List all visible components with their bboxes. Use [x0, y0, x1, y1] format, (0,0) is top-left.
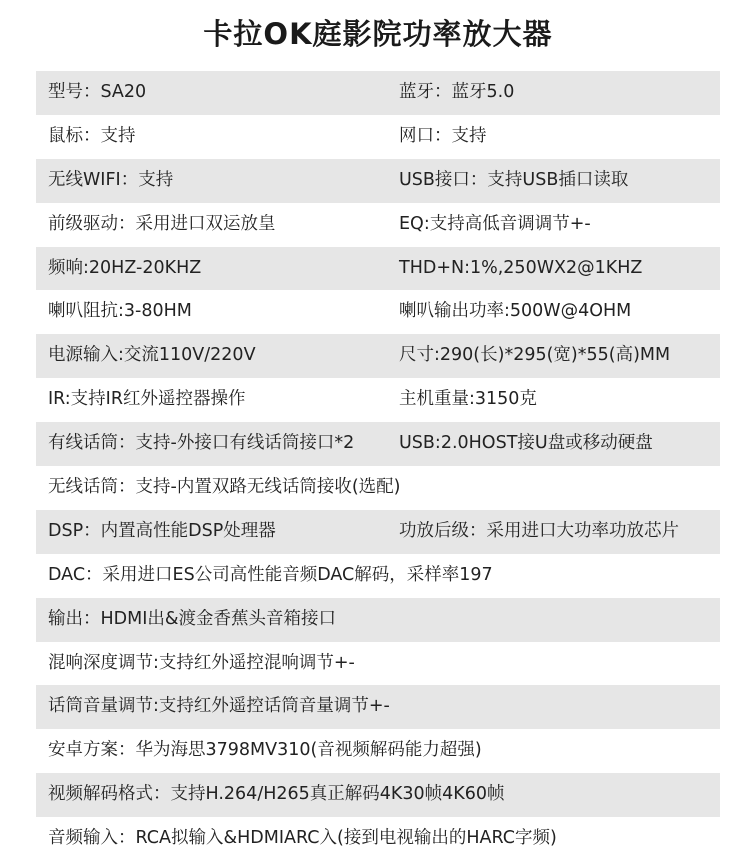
spec-row — [36, 71, 720, 115]
spec-row — [36, 159, 720, 203]
spec-row — [36, 773, 720, 817]
spec-row — [36, 247, 720, 291]
spec-network-port: 网口：支持 — [399, 125, 487, 146]
spec-bluetooth: 蓝牙：蓝牙5.0 — [399, 82, 515, 102]
spec-weight: 主机重量:3150克 — [399, 389, 537, 410]
spec-model: 型号：SA20 — [48, 82, 147, 102]
spec-row — [36, 334, 720, 378]
spec-mic-volume: 话筒音量调节:支持红外遥控话筒音量调节+- — [48, 696, 390, 717]
spec-wired-mic: 有线话筒：支持-外接口有线话筒接口*2 — [48, 433, 355, 454]
spec-eq: EQ:支持高低音调调节+- — [399, 213, 591, 234]
spec-wireless-mic: 无线话筒：支持-内置双路无线话筒接收(选配) — [48, 477, 401, 498]
spec-row — [36, 554, 720, 598]
spec-speaker-power: 喇叭输出功率:500W@4OHM — [399, 301, 632, 322]
spec-mouse: 鼠标：支持 — [48, 125, 136, 146]
spec-row — [36, 598, 720, 642]
spec-frequency-response: 频响:20HZ-20KHZ — [48, 257, 202, 278]
spec-thd: THD+N:1%,250WX2@1KHZ — [399, 257, 643, 278]
spec-power-input: 电源输入:交流110V/220V — [48, 345, 256, 366]
spec-preamp: 前级驱动：采用进口双运放皇 — [48, 213, 276, 234]
spec-row — [36, 203, 720, 247]
spec-row — [36, 729, 720, 773]
spec-audio-input: 音频输入：RCA拟输入&HDMIARC入(接到电视输出的HARC字频) — [48, 828, 557, 849]
spec-android-solution: 安卓方案：华为海思3798MV310(音视频解码能力超强) — [48, 740, 482, 761]
spec-usb-port: USB接口：支持USB插口读取 — [399, 169, 629, 190]
page-title: 卡拉OK庭影院功率放大器 — [203, 17, 553, 51]
spec-ir: IR:支持IR红外遥控器操作 — [48, 389, 246, 410]
spec-video-decoding: 视频解码格式：支持H.264/H265真正解码4K30帧4K60帧 — [48, 784, 505, 805]
spec-row — [36, 422, 720, 466]
spec-wifi: 无线WIFI：支持 — [48, 169, 174, 190]
spec-reverb-depth: 混响深度调节:支持红外遥控混响调节+- — [48, 652, 355, 673]
spec-row — [36, 290, 720, 334]
spec-row — [36, 510, 720, 554]
spec-row — [36, 817, 720, 861]
spec-row — [36, 642, 720, 686]
spec-output: 输出：HDMI出&渡金香蕉头音箱接口 — [48, 608, 337, 629]
spec-row — [36, 466, 720, 510]
spec-speaker-impedance: 喇叭阻抗:3-80HM — [48, 301, 192, 322]
spec-table — [36, 71, 720, 861]
spec-row — [36, 685, 720, 729]
spec-dimensions: 尺寸:290(长)*295(宽)*55(高)MM — [399, 345, 671, 366]
spec-usb-host: USB:2.0HOST接U盘或移动硬盘 — [399, 433, 653, 454]
spec-dac: DAC：采用进口ES公司高性能音频DAC解码，采样率197 — [48, 564, 493, 585]
spec-dsp: DSP：内置高性能DSP处理器 — [48, 520, 276, 541]
spec-power-amp: 功放后级：采用进口大功率功放芯片 — [399, 520, 679, 541]
spec-row — [36, 378, 720, 422]
spec-row — [36, 115, 720, 159]
